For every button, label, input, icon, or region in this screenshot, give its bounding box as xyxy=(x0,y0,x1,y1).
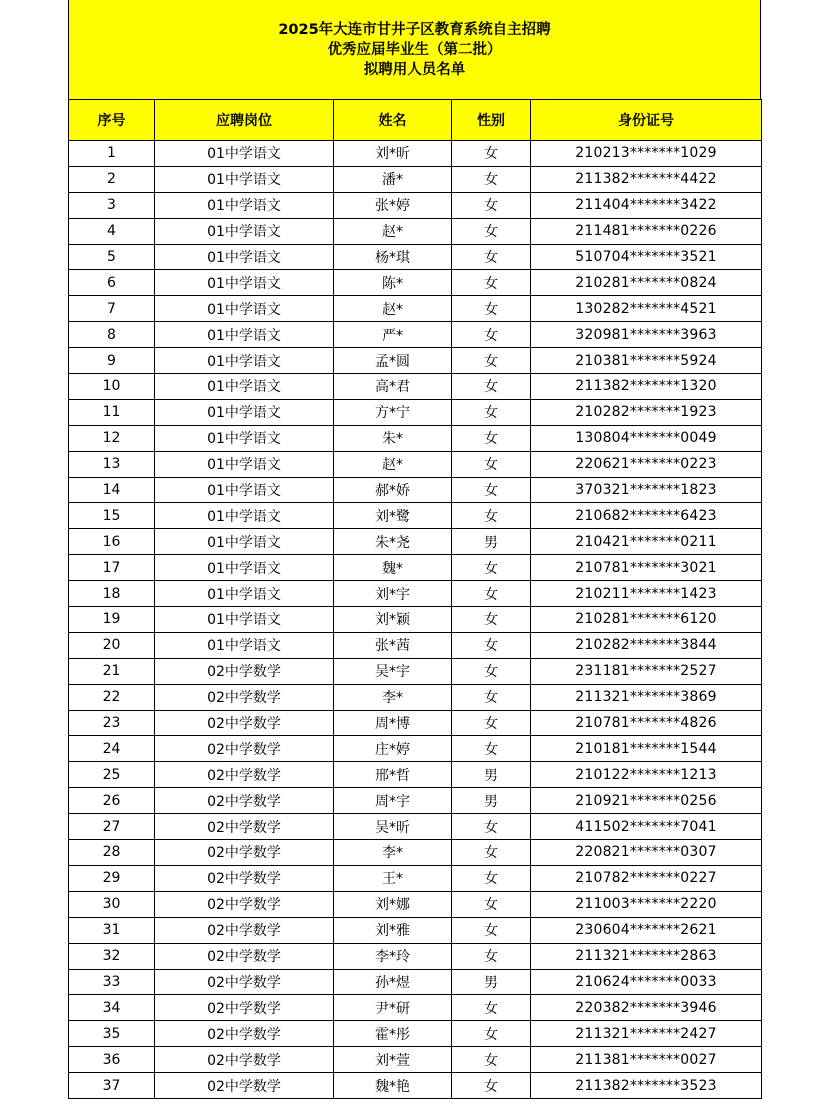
cell-index: 21 xyxy=(69,658,155,684)
table-row xyxy=(69,451,762,477)
cell-gender: 女 xyxy=(452,296,531,322)
cell-index: 5 xyxy=(69,244,155,270)
cell-position: 02中学数学 xyxy=(155,943,334,969)
cell-gender: 女 xyxy=(452,166,531,192)
cell-index: 12 xyxy=(69,425,155,451)
cell-id-number: 220821*******0307 xyxy=(531,840,762,866)
table-row xyxy=(69,141,762,167)
cell-gender: 女 xyxy=(452,917,531,943)
title-line-2: 优秀应届毕业生（第二批） xyxy=(327,41,502,58)
cell-id-number: 210682*******6423 xyxy=(531,503,762,529)
cell-index: 19 xyxy=(69,607,155,633)
cell-gender: 女 xyxy=(452,1047,531,1073)
cell-id-number: 210282*******1923 xyxy=(531,399,762,425)
cell-index: 3 xyxy=(69,192,155,218)
table-row xyxy=(69,814,762,840)
cell-index: 14 xyxy=(69,477,155,503)
table-row xyxy=(69,503,762,529)
cell-index: 36 xyxy=(69,1047,155,1073)
cell-gender: 女 xyxy=(452,658,531,684)
cell-index: 10 xyxy=(69,374,155,400)
cell-gender: 女 xyxy=(452,943,531,969)
table-row xyxy=(69,425,762,451)
cell-id-number: 211404*******3422 xyxy=(531,192,762,218)
cell-position: 02中学数学 xyxy=(155,995,334,1021)
cell-index: 2 xyxy=(69,166,155,192)
table-body xyxy=(69,141,762,1099)
cell-position: 02中学数学 xyxy=(155,736,334,762)
cell-position: 02中学数学 xyxy=(155,840,334,866)
table-row xyxy=(69,477,762,503)
cell-id-number: 211382*******3523 xyxy=(531,1073,762,1099)
table-row xyxy=(69,192,762,218)
cell-position: 01中学语文 xyxy=(155,374,334,400)
cell-gender: 男 xyxy=(452,529,531,555)
cell-gender: 女 xyxy=(452,607,531,633)
table-header-row xyxy=(69,100,762,141)
cell-index: 13 xyxy=(69,451,155,477)
title-line-3: 拟聘用人员名单 xyxy=(363,61,466,78)
cell-name: 李*玲 xyxy=(334,943,452,969)
table-row xyxy=(69,917,762,943)
cell-index: 37 xyxy=(69,1073,155,1099)
cell-name: 刘*宇 xyxy=(334,581,452,607)
cell-id-number: 211481*******0226 xyxy=(531,218,762,244)
cell-id-number: 210782*******0227 xyxy=(531,865,762,891)
cell-gender: 女 xyxy=(452,244,531,270)
cell-gender: 女 xyxy=(452,141,531,167)
table-row xyxy=(69,374,762,400)
cell-index: 18 xyxy=(69,581,155,607)
table-row xyxy=(69,969,762,995)
cell-gender: 男 xyxy=(452,969,531,995)
cell-position: 02中学数学 xyxy=(155,865,334,891)
cell-gender: 女 xyxy=(452,814,531,840)
cell-name: 刘*萱 xyxy=(334,1047,452,1073)
cell-name: 邢*哲 xyxy=(334,762,452,788)
table-row xyxy=(69,736,762,762)
cell-position: 01中学语文 xyxy=(155,244,334,270)
cell-position: 01中学语文 xyxy=(155,529,334,555)
table-row xyxy=(69,399,762,425)
cell-gender: 女 xyxy=(452,555,531,581)
table-row xyxy=(69,1073,762,1099)
cell-index: 8 xyxy=(69,322,155,348)
cell-name: 刘*颖 xyxy=(334,607,452,633)
cell-id-number: 211382*******1320 xyxy=(531,374,762,400)
cell-gender: 女 xyxy=(452,865,531,891)
col-header-gender: 性别 xyxy=(452,100,531,141)
cell-position: 02中学数学 xyxy=(155,891,334,917)
cell-id-number: 230604*******2621 xyxy=(531,917,762,943)
cell-name: 李* xyxy=(334,684,452,710)
cell-id-number: 220621*******0223 xyxy=(531,451,762,477)
cell-position: 02中学数学 xyxy=(155,684,334,710)
cell-gender: 女 xyxy=(452,684,531,710)
cell-id-number: 411502*******7041 xyxy=(531,814,762,840)
table-row xyxy=(69,607,762,633)
cell-index: 24 xyxy=(69,736,155,762)
cell-gender: 女 xyxy=(452,451,531,477)
cell-position: 01中学语文 xyxy=(155,425,334,451)
cell-position: 01中学语文 xyxy=(155,166,334,192)
cell-id-number: 210781*******4826 xyxy=(531,710,762,736)
table-row xyxy=(69,762,762,788)
title-line-1: 2025年大连市甘井子区教育系统自主招聘 xyxy=(278,21,551,38)
cell-id-number: 370321*******1823 xyxy=(531,477,762,503)
cell-name: 刘*鹭 xyxy=(334,503,452,529)
cell-id-number: 211382*******4422 xyxy=(531,166,762,192)
cell-id-number: 130282*******4521 xyxy=(531,296,762,322)
table-row xyxy=(69,891,762,917)
cell-position: 01中学语文 xyxy=(155,270,334,296)
cell-index: 35 xyxy=(69,1021,155,1047)
cell-name: 魏* xyxy=(334,555,452,581)
cell-index: 15 xyxy=(69,503,155,529)
cell-position: 01中学语文 xyxy=(155,503,334,529)
cell-name: 吴*昕 xyxy=(334,814,452,840)
cell-name: 朱*尧 xyxy=(334,529,452,555)
cell-id-number: 210624*******0033 xyxy=(531,969,762,995)
cell-id-number: 211321*******2427 xyxy=(531,1021,762,1047)
cell-position: 01中学语文 xyxy=(155,141,334,167)
cell-id-number: 210421*******0211 xyxy=(531,529,762,555)
cell-position: 02中学数学 xyxy=(155,762,334,788)
cell-index: 7 xyxy=(69,296,155,322)
cell-gender: 女 xyxy=(452,710,531,736)
cell-id-number: 210181*******1544 xyxy=(531,736,762,762)
cell-gender: 女 xyxy=(452,632,531,658)
cell-name: 张*婷 xyxy=(334,192,452,218)
cell-id-number: 210921*******0256 xyxy=(531,788,762,814)
cell-name: 尹*研 xyxy=(334,995,452,1021)
cell-gender: 女 xyxy=(452,348,531,374)
cell-index: 1 xyxy=(69,141,155,167)
cell-index: 23 xyxy=(69,710,155,736)
cell-gender: 女 xyxy=(452,425,531,451)
cell-gender: 女 xyxy=(452,736,531,762)
cell-index: 9 xyxy=(69,348,155,374)
cell-id-number: 210211*******1423 xyxy=(531,581,762,607)
cell-id-number: 210122*******1213 xyxy=(531,762,762,788)
cell-gender: 女 xyxy=(452,1073,531,1099)
spreadsheet xyxy=(68,0,761,1099)
cell-gender: 女 xyxy=(452,891,531,917)
cell-name: 潘* xyxy=(334,166,452,192)
cell-id-number: 211381*******0027 xyxy=(531,1047,762,1073)
cell-id-number: 211321*******3869 xyxy=(531,684,762,710)
cell-name: 杨*琪 xyxy=(334,244,452,270)
cell-name: 庄*婷 xyxy=(334,736,452,762)
table-row xyxy=(69,1047,762,1073)
cell-gender: 女 xyxy=(452,399,531,425)
table-row xyxy=(69,296,762,322)
cell-position: 02中学数学 xyxy=(155,1047,334,1073)
table-row xyxy=(69,684,762,710)
table-row xyxy=(69,788,762,814)
table-row xyxy=(69,658,762,684)
hire-list-table xyxy=(68,99,762,1099)
cell-index: 27 xyxy=(69,814,155,840)
col-header-id-number: 身份证号 xyxy=(531,100,762,141)
cell-name: 郝*娇 xyxy=(334,477,452,503)
cell-gender: 女 xyxy=(452,503,531,529)
cell-gender: 女 xyxy=(452,995,531,1021)
cell-position: 02中学数学 xyxy=(155,710,334,736)
table-row xyxy=(69,1021,762,1047)
cell-gender: 女 xyxy=(452,270,531,296)
cell-index: 32 xyxy=(69,943,155,969)
cell-id-number: 510704*******3521 xyxy=(531,244,762,270)
cell-index: 33 xyxy=(69,969,155,995)
table-row xyxy=(69,632,762,658)
cell-position: 01中学语文 xyxy=(155,192,334,218)
cell-index: 16 xyxy=(69,529,155,555)
table-row xyxy=(69,348,762,374)
cell-name: 张*茜 xyxy=(334,632,452,658)
cell-id-number: 211321*******2863 xyxy=(531,943,762,969)
cell-name: 赵* xyxy=(334,451,452,477)
cell-index: 6 xyxy=(69,270,155,296)
cell-index: 31 xyxy=(69,917,155,943)
cell-name: 王* xyxy=(334,865,452,891)
cell-id-number: 130804*******0049 xyxy=(531,425,762,451)
cell-index: 30 xyxy=(69,891,155,917)
cell-name: 霍*彤 xyxy=(334,1021,452,1047)
cell-position: 02中学数学 xyxy=(155,917,334,943)
cell-name: 刘*昕 xyxy=(334,141,452,167)
cell-position: 01中学语文 xyxy=(155,348,334,374)
cell-name: 周*宇 xyxy=(334,788,452,814)
table-row xyxy=(69,244,762,270)
cell-position: 01中学语文 xyxy=(155,218,334,244)
table-row xyxy=(69,166,762,192)
cell-name: 刘*娜 xyxy=(334,891,452,917)
table-row xyxy=(69,270,762,296)
cell-gender: 女 xyxy=(452,840,531,866)
cell-index: 34 xyxy=(69,995,155,1021)
cell-name: 朱* xyxy=(334,425,452,451)
cell-name: 严* xyxy=(334,322,452,348)
cell-position: 01中学语文 xyxy=(155,322,334,348)
cell-index: 29 xyxy=(69,865,155,891)
cell-index: 20 xyxy=(69,632,155,658)
cell-name: 刘*雅 xyxy=(334,917,452,943)
cell-name: 高*君 xyxy=(334,374,452,400)
cell-gender: 女 xyxy=(452,1021,531,1047)
cell-position: 02中学数学 xyxy=(155,969,334,995)
cell-index: 26 xyxy=(69,788,155,814)
cell-position: 01中学语文 xyxy=(155,632,334,658)
cell-gender: 女 xyxy=(452,477,531,503)
cell-name: 魏*艳 xyxy=(334,1073,452,1099)
title-block xyxy=(68,0,761,99)
cell-id-number: 210213*******1029 xyxy=(531,141,762,167)
table-row xyxy=(69,555,762,581)
cell-gender: 女 xyxy=(452,374,531,400)
cell-gender: 女 xyxy=(452,581,531,607)
cell-position: 02中学数学 xyxy=(155,1073,334,1099)
cell-id-number: 211003*******2220 xyxy=(531,891,762,917)
table-row xyxy=(69,840,762,866)
cell-name: 陈* xyxy=(334,270,452,296)
cell-position: 01中学语文 xyxy=(155,399,334,425)
table-row xyxy=(69,529,762,555)
cell-index: 22 xyxy=(69,684,155,710)
cell-id-number: 210381*******5924 xyxy=(531,348,762,374)
cell-position: 01中学语文 xyxy=(155,296,334,322)
cell-index: 4 xyxy=(69,218,155,244)
cell-name: 方*宁 xyxy=(334,399,452,425)
cell-position: 02中学数学 xyxy=(155,788,334,814)
cell-id-number: 210781*******3021 xyxy=(531,555,762,581)
cell-index: 28 xyxy=(69,840,155,866)
cell-name: 周*博 xyxy=(334,710,452,736)
cell-name: 赵* xyxy=(334,296,452,322)
cell-position: 02中学数学 xyxy=(155,1021,334,1047)
cell-index: 17 xyxy=(69,555,155,581)
cell-id-number: 231181*******2527 xyxy=(531,658,762,684)
cell-gender: 女 xyxy=(452,192,531,218)
cell-name: 孟*圆 xyxy=(334,348,452,374)
cell-position: 01中学语文 xyxy=(155,555,334,581)
cell-name: 赵* xyxy=(334,218,452,244)
cell-position: 01中学语文 xyxy=(155,581,334,607)
cell-id-number: 210281*******6120 xyxy=(531,607,762,633)
table-row xyxy=(69,995,762,1021)
cell-name: 李* xyxy=(334,840,452,866)
cell-position: 02中学数学 xyxy=(155,658,334,684)
cell-id-number: 220382*******3946 xyxy=(531,995,762,1021)
table-row xyxy=(69,943,762,969)
cell-gender: 男 xyxy=(452,762,531,788)
cell-id-number: 210281*******0824 xyxy=(531,270,762,296)
cell-name: 吴*宇 xyxy=(334,658,452,684)
cell-position: 01中学语文 xyxy=(155,477,334,503)
cell-position: 01中学语文 xyxy=(155,451,334,477)
cell-position: 01中学语文 xyxy=(155,607,334,633)
cell-index: 25 xyxy=(69,762,155,788)
col-header-index: 序号 xyxy=(69,100,155,141)
table-row xyxy=(69,865,762,891)
cell-name: 孙*煜 xyxy=(334,969,452,995)
cell-gender: 女 xyxy=(452,218,531,244)
table-row xyxy=(69,218,762,244)
cell-id-number: 320981*******3963 xyxy=(531,322,762,348)
col-header-position: 应聘岗位 xyxy=(155,100,334,141)
cell-gender: 男 xyxy=(452,788,531,814)
table-row xyxy=(69,710,762,736)
cell-gender: 女 xyxy=(452,322,531,348)
cell-id-number: 210282*******3844 xyxy=(531,632,762,658)
cell-position: 02中学数学 xyxy=(155,814,334,840)
col-header-name: 姓名 xyxy=(334,100,452,141)
cell-index: 11 xyxy=(69,399,155,425)
table-row xyxy=(69,322,762,348)
table-row xyxy=(69,581,762,607)
